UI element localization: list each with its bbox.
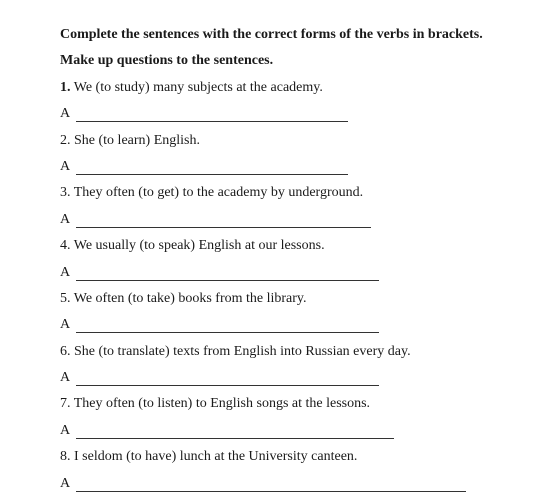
answer-line-4 (60, 264, 530, 281)
exercise-sentence-4 (60, 237, 530, 254)
exercise-sentence-8 (60, 448, 530, 465)
answer-blank[interactable] (76, 479, 466, 492)
sentence-text: We (to study) many subjects at the academy. (73, 79, 323, 95)
sentence-text: I seldom (to have) lunch at the University canteen. (74, 449, 358, 465)
answer-prefix: A (60, 158, 71, 174)
sentence-text: We often (to take) books from the library. (73, 290, 307, 306)
answer-prefix: A (60, 211, 71, 227)
item-number: 1. (60, 79, 71, 95)
answer-blank[interactable] (76, 109, 348, 122)
answer-line-2 (60, 158, 530, 175)
answer-line-1 (60, 105, 530, 122)
answer-line-5 (60, 316, 530, 333)
answer-blank[interactable] (76, 426, 394, 439)
answer-blank[interactable] (76, 215, 371, 228)
answer-blank[interactable] (76, 268, 379, 281)
answer-prefix: A (60, 370, 71, 386)
answer-prefix: A (60, 264, 71, 280)
item-number: 8. (60, 449, 71, 465)
sentence-text: They often (to listen) to English songs at the lessons. (73, 396, 371, 412)
item-number: 6. (60, 343, 71, 359)
answer-blank[interactable] (76, 162, 348, 175)
instruction-line-1: Complete the sentences with the correct forms of the verbs in brackets. (60, 27, 483, 42)
exercise-sentence-6 (60, 343, 530, 360)
sentence-text: We usually (to speak) English at our lessons. (73, 238, 325, 254)
answer-prefix: A (60, 106, 71, 122)
item-number: 7. (60, 396, 71, 412)
sentence-text: They often (to get) to the academy by underground. (73, 185, 364, 201)
answer-line-3 (60, 211, 530, 228)
answer-prefix: A (60, 422, 71, 438)
item-number: 2. (60, 132, 71, 148)
answer-blank[interactable] (76, 373, 379, 386)
sentence-text: She (to learn) English. (74, 132, 200, 148)
answer-line-7 (60, 422, 530, 439)
answer-blank[interactable] (76, 320, 379, 333)
worksheet (60, 26, 530, 501)
exercise-sentence-7 (60, 395, 530, 412)
exercise-sentence-2 (60, 132, 530, 149)
sentence-text: She (to translate) texts from English into Russian every day. (74, 343, 411, 359)
answer-prefix: A (60, 475, 71, 491)
exercise-sentence-1 (60, 79, 530, 96)
item-number: 5. (60, 290, 71, 306)
item-number: 3. (60, 185, 71, 201)
answer-line-6 (60, 369, 530, 386)
answer-line-8 (60, 475, 530, 492)
item-number: 4. (60, 238, 71, 254)
exercise-sentence-3 (60, 184, 530, 201)
answer-prefix: A (60, 317, 71, 333)
instruction-line-2: Make up questions to the sentences. (60, 53, 274, 69)
exercise-sentence-5 (60, 290, 530, 307)
